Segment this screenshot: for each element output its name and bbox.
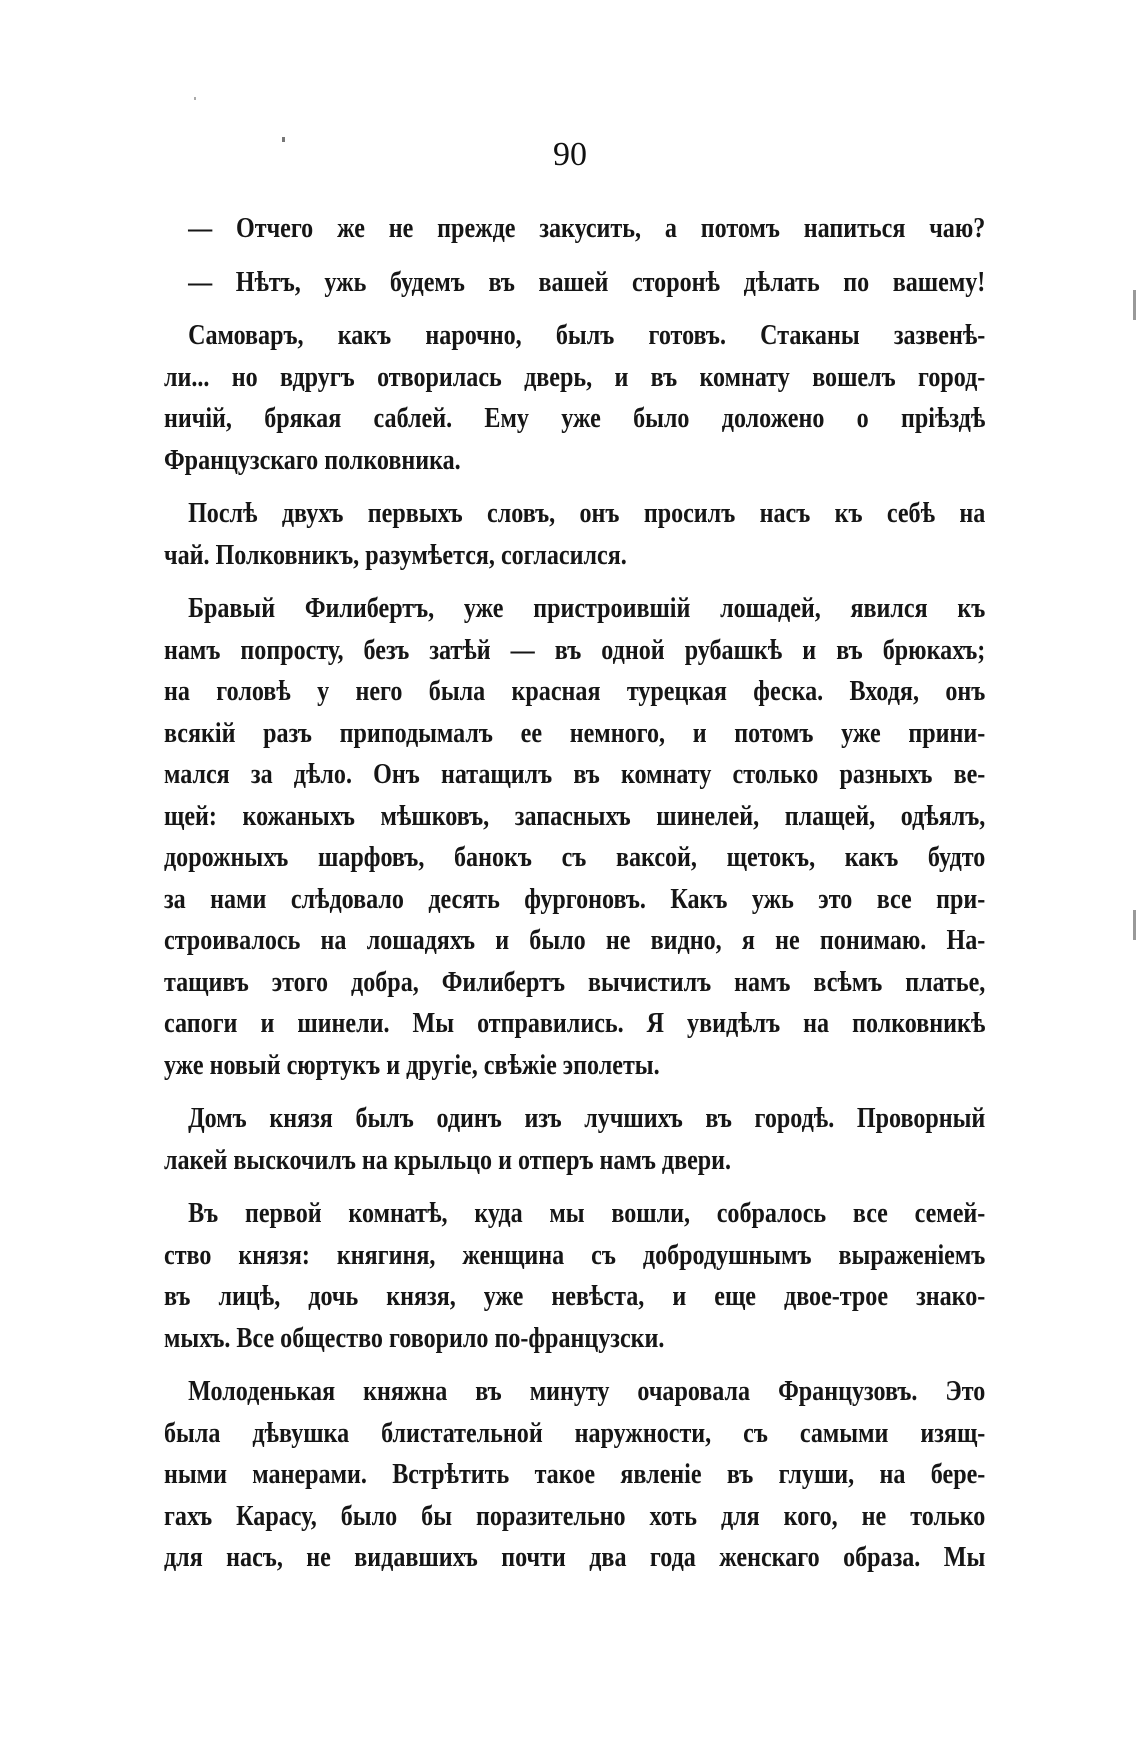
text-line: Домъ князя былъ одинъ изъ лучшихъ въ городѣ. Проворный [188, 1103, 986, 1134]
text-line: ничій, брякая саблей. Ему уже было доложено о пріѣздѣ [164, 403, 986, 434]
paragraph [164, 1193, 985, 1359]
paragraph [164, 588, 985, 1086]
text-line: намъ попросту, безъ затѣй — въ одной рубашкѣ и въ брюкахъ; [164, 634, 986, 666]
text-line: за нами слѣдовало десять фургоновъ. Какъ ужь это все при- [164, 883, 986, 915]
text-line: — Нѣтъ, ужь будемъ въ вашей сторонѣ дѣлать по вашему! [188, 266, 986, 298]
print-speck [1133, 290, 1136, 320]
paragraph [164, 262, 985, 304]
text-line: чай. Полковникъ, разумѣется, согласился. [164, 539, 627, 571]
print-speck [1133, 910, 1136, 940]
text-line: мыхъ. Все общество говорило по-французски. [164, 1322, 665, 1354]
text-line: для насъ, не видавшихъ почти два года женскаго образа. Мы [164, 1542, 986, 1573]
body-text [164, 208, 985, 1579]
text-line: на головѣ у него была красная турецкая феска. Входя, онъ [164, 676, 986, 707]
text-line: Самоваръ, какъ нарочно, былъ готовъ. Стаканы зазвенѣ- [188, 320, 986, 351]
text-line: Французскаго полковника. [164, 444, 461, 476]
text-line: лакей выскочилъ на крыльцо и отперъ намъ двери. [164, 1144, 732, 1176]
text-line: въ лицѣ, дочь князя, уже невѣста, и еще двое-трое знако- [164, 1281, 986, 1312]
text-line: Молоденькая княжна въ минуту очаровала Французовъ. Это [188, 1376, 986, 1407]
page-number: 90 [553, 136, 587, 173]
print-speck [194, 97, 196, 100]
text-line: Въ первой комнатѣ, куда мы вошли, собралось все семей- [188, 1198, 986, 1229]
text-line: Послѣ двухъ первыхъ словъ, онъ просилъ насъ къ себѣ на [188, 498, 986, 529]
text-line: сапоги и шинели. Мы отправились. Я увидѣлъ на полковникѣ [164, 1008, 986, 1039]
text-line: ными манерами. Встрѣтить такое явленіе въ глуши, на бере- [164, 1459, 986, 1490]
text-line: всякій разъ приподымалъ ее немного, и потомъ уже прини- [164, 717, 986, 749]
paragraph-gap [164, 1359, 985, 1371]
text-line: уже новый сюртукъ и другіе, свѣжіе эполеты. [164, 1049, 660, 1081]
text-line: Бравый Филибертъ, уже пристроившій лошадей, явился къ [188, 593, 986, 624]
paragraph [164, 208, 985, 250]
text-line: мался за дѣло. Онъ натащилъ въ комнату столько разныхъ ве- [164, 759, 986, 790]
text-line: была дѣвушка блистательной наружности, съ самыми изящ- [164, 1417, 986, 1449]
paragraph-gap [164, 303, 985, 315]
text-line: ли... но вдругъ отворилась дверь, и въ комнату вошелъ город- [164, 361, 986, 393]
paragraph-gap [164, 250, 985, 262]
text-line: дорожныхъ шарфовъ, банокъ съ ваксой, щетокъ, какъ будто [164, 842, 986, 873]
paragraph [164, 493, 985, 576]
text-line: гахъ Карасу, было бы поразительно хоть для кого, не только [164, 1500, 986, 1532]
text-line: — Отчего же не прежде закусить, а потомъ напиться чаю? [188, 213, 986, 244]
paragraph [164, 315, 985, 481]
paragraph-gap [164, 481, 985, 493]
text-line: строивалось на лошадяхъ и было не видно, я не понимаю. На- [164, 925, 986, 956]
paragraph-gap [164, 576, 985, 588]
text-line: ство князя: княгиня, женщина съ добродушнымъ выраженіемъ [164, 1239, 986, 1271]
text-line: щей: кожаныхъ мѣшковъ, запасныхъ шинелей, плащей, одѣялъ, [164, 800, 986, 832]
paragraph [164, 1371, 985, 1579]
paragraph-gap [164, 1086, 985, 1098]
paragraph [164, 1098, 985, 1181]
paragraph-gap [164, 1181, 985, 1193]
text-line: тащивъ этого добра, Филибертъ вычистилъ намъ всѣмъ платье, [164, 966, 986, 998]
